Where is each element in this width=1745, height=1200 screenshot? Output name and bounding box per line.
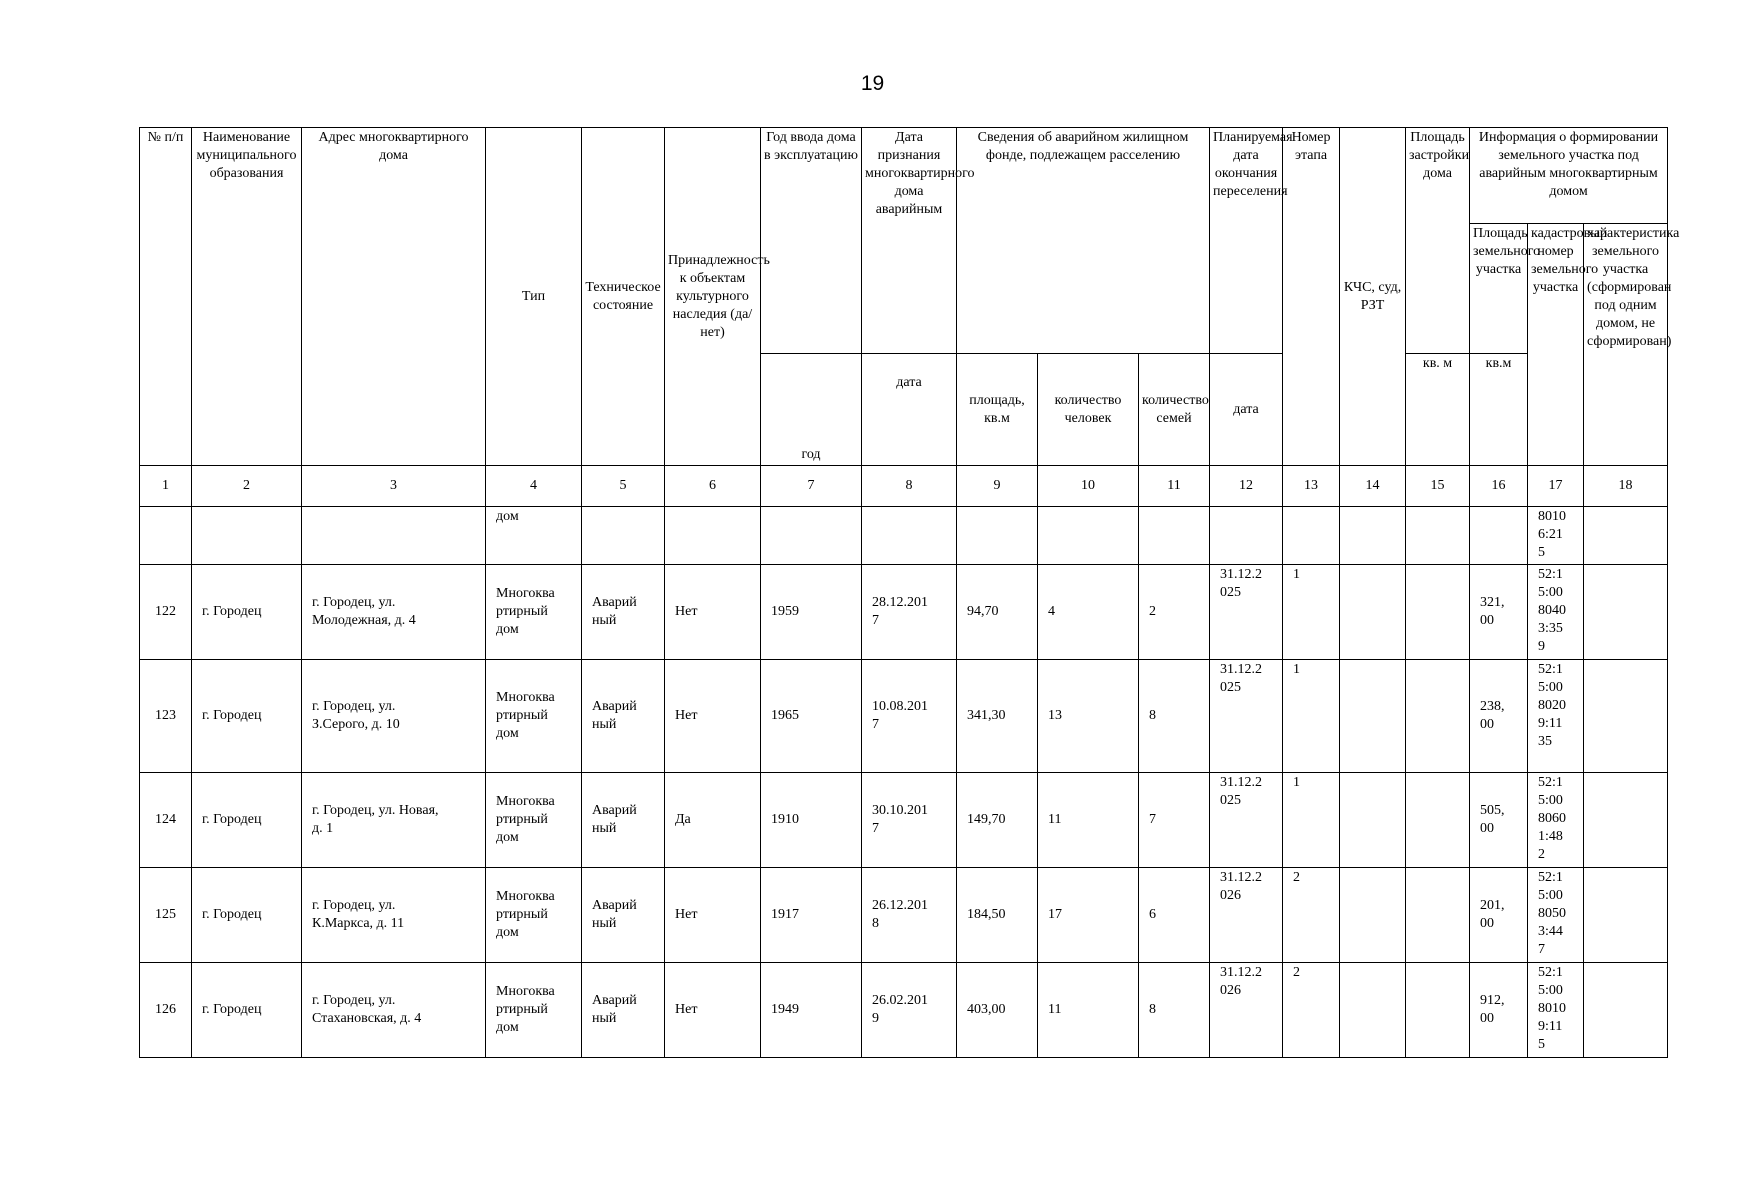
header-land-plot-info: Информация о формировании земельного участка под аварийным многоквартирным домом: [1470, 128, 1668, 224]
header-col-recognition-date: Дата признания многоквартирного дома аварийным: [862, 128, 957, 354]
header-col-heritage: Принадлежность к объектам культурного наследия (да/нет): [665, 128, 761, 466]
cell-heritage: Нет: [665, 963, 761, 1058]
table-row: [140, 773, 1668, 868]
cadastral-text: 52:1 5:00 8020 9:11 35: [1538, 662, 1567, 749]
cell-land-area: [1470, 660, 1528, 773]
cell-type: дом: [486, 507, 582, 565]
condition-text: Аварий ный: [592, 993, 637, 1026]
cell-people: 17: [1038, 868, 1139, 963]
header-col-municipality: Наименование муниципального образования: [192, 128, 302, 466]
resettle-date-text: 31.12.2 025: [1220, 662, 1263, 695]
cell-cadastral: [1528, 773, 1584, 868]
cell-recognition-date: [862, 565, 957, 660]
cell-address: [302, 565, 486, 660]
cell-area: 403,00: [957, 963, 1038, 1058]
cell-families: 8: [1139, 963, 1210, 1058]
address-line-1: г. Городец, ул.: [312, 993, 396, 1008]
type-text: Многоква ртирный дом: [496, 889, 555, 940]
column-number: 6: [665, 466, 761, 507]
header-sub-area: площадь, кв.м: [957, 354, 1038, 466]
cell-families: 2: [1139, 565, 1210, 660]
header-resettlement-info: Сведения об аварийном жилищном фонде, подлежащем расселению: [957, 128, 1210, 354]
header-col-build-area: Площадь застройки дома: [1406, 128, 1470, 354]
header-col-year: Год ввода дома в эксплуатацию: [761, 128, 862, 354]
cell-build-area: [1406, 565, 1470, 660]
cell-type: [486, 565, 582, 660]
header-col-cadastral: кадастровый номер земельного участка: [1528, 224, 1584, 466]
cell-stage: 1: [1283, 565, 1340, 660]
column-number: 9: [957, 466, 1038, 507]
address-line-2: Молодежная, д. 4: [312, 613, 416, 628]
column-number: 11: [1139, 466, 1210, 507]
cell-heritage: Нет: [665, 868, 761, 963]
cell-cadastral: [1528, 963, 1584, 1058]
cell-year: 1965: [761, 660, 862, 773]
cell-type: [486, 868, 582, 963]
cell-type: [486, 660, 582, 773]
cell-address: [302, 660, 486, 773]
cell-type: [486, 963, 582, 1058]
cell-stage: 2: [1283, 963, 1340, 1058]
cell-build-area: [1406, 868, 1470, 963]
header-col-stage: Номер этапа: [1283, 128, 1340, 466]
header-sub-year: год: [761, 354, 862, 466]
column-number: 12: [1210, 466, 1283, 507]
cell-condition: [582, 963, 665, 1058]
column-number: 15: [1406, 466, 1470, 507]
continuation-row: [140, 507, 1668, 565]
column-number: 5: [582, 466, 665, 507]
cell-build-area: [1406, 660, 1470, 773]
table-row: [140, 565, 1668, 660]
cell-kchs: [1340, 868, 1406, 963]
cell-heritage: Да: [665, 773, 761, 868]
cadastral-text: 52:1 5:00 8010 9:11 5: [1538, 965, 1567, 1052]
table-row: [140, 660, 1668, 773]
cell-condition: [582, 868, 665, 963]
cell-kchs: [1340, 660, 1406, 773]
header-sub-resettle-date: дата: [1210, 354, 1283, 466]
cell-heritage: Нет: [665, 565, 761, 660]
header-col-planned-date: Планируемая дата окончания переселения: [1210, 128, 1283, 354]
cell-municipality: г. Городец: [192, 660, 302, 773]
cadastral-text: 52:1 5:00 8060 1:48 2: [1538, 775, 1567, 862]
date-text: 28.12.201 7: [872, 595, 928, 628]
land-area-text: 321, 00: [1480, 595, 1505, 628]
resettle-date-text: 31.12.2 026: [1220, 870, 1263, 903]
date-text: 10.08.201 7: [872, 699, 928, 732]
cell-land-area: [1470, 963, 1528, 1058]
cell-land-char: [1584, 565, 1668, 660]
cell-stage: 1: [1283, 660, 1340, 773]
column-number: 2: [192, 466, 302, 507]
cadastral-text: 52:1 5:00 8050 3:44 7: [1538, 870, 1567, 957]
cell-address: [302, 963, 486, 1058]
cell-kchs: [1340, 565, 1406, 660]
header-sub-families: количество семей: [1139, 354, 1210, 466]
land-area-text: 201, 00: [1480, 898, 1505, 931]
condition-text: Аварий ный: [592, 803, 637, 836]
date-text: 30.10.201 7: [872, 803, 928, 836]
column-numbers-row: [140, 466, 1668, 507]
cell-year: 1917: [761, 868, 862, 963]
address-line-2: К.Маркса, д. 11: [312, 916, 405, 931]
header-col-type: Тип: [486, 128, 582, 466]
cell-resettlement-date: [1210, 963, 1283, 1058]
cell-land-char: [1584, 963, 1668, 1058]
column-number: 8: [862, 466, 957, 507]
column-number: 3: [302, 466, 486, 507]
cell-municipality: г. Городец: [192, 773, 302, 868]
cell-cadastral: [1528, 565, 1584, 660]
resettle-date-text: 31.12.2 026: [1220, 965, 1263, 998]
emergency-housing-table: [139, 127, 1680, 1058]
cell-people: 11: [1038, 963, 1139, 1058]
header-col-kchs: КЧС, суд, РЗТ: [1340, 128, 1406, 466]
cell-cadastral: [1528, 507, 1584, 565]
cell-year: 1910: [761, 773, 862, 868]
type-text: Многоква ртирный дом: [496, 586, 555, 637]
cell-year: 1949: [761, 963, 862, 1058]
header-col-number: № п/п: [140, 128, 192, 466]
cell-recognition-date: [862, 660, 957, 773]
page-number: 19: [860, 72, 885, 95]
address-line-1: г. Городец, ул.: [312, 595, 396, 610]
header-col-address: Адрес многоквартирного дома: [302, 128, 486, 466]
cell-land-char: [1584, 773, 1668, 868]
resettle-date-text: 31.12.2 025: [1220, 775, 1263, 808]
cell-stage: 1: [1283, 773, 1340, 868]
header-sub-people: количество человек: [1038, 354, 1139, 466]
column-number: 13: [1283, 466, 1340, 507]
column-number: 14: [1340, 466, 1406, 507]
cell-recognition-date: [862, 773, 957, 868]
cell-area: 184,50: [957, 868, 1038, 963]
type-text: Многоква ртирный дом: [496, 984, 555, 1035]
column-number: 17: [1528, 466, 1584, 507]
cell-people: 11: [1038, 773, 1139, 868]
address-line-2: Стахановская, д. 4: [312, 1011, 422, 1026]
cell-resettlement-date: [1210, 773, 1283, 868]
cell-land-area: [1470, 565, 1528, 660]
header-sub-land-area: кв.м: [1470, 354, 1528, 466]
cell-condition: [582, 565, 665, 660]
cell-recognition-date: [862, 868, 957, 963]
cell-area: 149,70: [957, 773, 1038, 868]
cell-number: 125: [140, 868, 192, 963]
cell-year: 1959: [761, 565, 862, 660]
cell-people: 13: [1038, 660, 1139, 773]
condition-text: Аварий ный: [592, 699, 637, 732]
header-col-condition: Техническое состояние: [582, 128, 665, 466]
cell-cadastral: [1528, 868, 1584, 963]
cell-area: 341,30: [957, 660, 1038, 773]
cell-number: 124: [140, 773, 192, 868]
cell-families: 8: [1139, 660, 1210, 773]
cell-stage: 2: [1283, 868, 1340, 963]
condition-text: Аварий ный: [592, 898, 637, 931]
cell-people: 4: [1038, 565, 1139, 660]
cadastral-text: 52:1 5:00 8040 3:35 9: [1538, 567, 1567, 654]
cadastral-text: 8010 6:21 5: [1538, 509, 1567, 560]
cell-area: 94,70: [957, 565, 1038, 660]
condition-text: Аварий ный: [592, 595, 637, 628]
header-col-land-char: характеристика земельного участка (сформирован под одним домом, не сформирован): [1584, 224, 1668, 466]
cell-land-area: [1470, 773, 1528, 868]
cell-build-area: [1406, 773, 1470, 868]
address-line-1: г. Городец, ул. Новая,: [312, 803, 439, 818]
cell-families: 7: [1139, 773, 1210, 868]
address-line-2: д. 1: [312, 821, 334, 836]
cell-resettlement-date: [1210, 660, 1283, 773]
header-col-land-area: Площадь земельного участка: [1470, 224, 1528, 354]
cell-cadastral: [1528, 660, 1584, 773]
cell-resettlement-date: [1210, 868, 1283, 963]
column-number: 18: [1584, 466, 1668, 507]
cell-families: 6: [1139, 868, 1210, 963]
address-line-1: г. Городец, ул.: [312, 699, 396, 714]
cell-land-area: [1470, 868, 1528, 963]
column-number: 16: [1470, 466, 1528, 507]
table-row: [140, 963, 1668, 1058]
cell-address: [302, 773, 486, 868]
header-sub-date: дата: [862, 354, 957, 466]
cell-municipality: г. Городец: [192, 963, 302, 1058]
cell-address: [302, 868, 486, 963]
address-line-1: г. Городец, ул.: [312, 898, 396, 913]
cell-resettlement-date: [1210, 565, 1283, 660]
cell-condition: [582, 660, 665, 773]
column-number: 7: [761, 466, 862, 507]
date-text: 26.02.201 9: [872, 993, 928, 1026]
cell-condition: [582, 773, 665, 868]
cell-kchs: [1340, 963, 1406, 1058]
type-text: Многоква ртирный дом: [496, 794, 555, 845]
cell-land-char: [1584, 660, 1668, 773]
table-row: [140, 868, 1668, 963]
cell-kchs: [1340, 773, 1406, 868]
header-sub-build-area: кв. м: [1406, 354, 1470, 466]
cell-type: [486, 773, 582, 868]
cell-land-char: [1584, 868, 1668, 963]
date-text: 26.12.201 8: [872, 898, 928, 931]
cell-number: 122: [140, 565, 192, 660]
cell-number: 123: [140, 660, 192, 773]
cell-municipality: г. Городец: [192, 565, 302, 660]
land-area-text: 505, 00: [1480, 803, 1505, 836]
cell-number: 126: [140, 963, 192, 1058]
type-text: Многоква ртирный дом: [496, 690, 555, 741]
cell-heritage: Нет: [665, 660, 761, 773]
column-number: 1: [140, 466, 192, 507]
column-number: 4: [486, 466, 582, 507]
column-number: 10: [1038, 466, 1139, 507]
cell-recognition-date: [862, 963, 957, 1058]
cell-build-area: [1406, 963, 1470, 1058]
address-line-2: З.Серого, д. 10: [312, 717, 400, 732]
land-area-text: 912, 00: [1480, 993, 1505, 1026]
resettle-date-text: 31.12.2 025: [1220, 567, 1263, 600]
cell-municipality: г. Городец: [192, 868, 302, 963]
land-area-text: 238, 00: [1480, 699, 1505, 732]
